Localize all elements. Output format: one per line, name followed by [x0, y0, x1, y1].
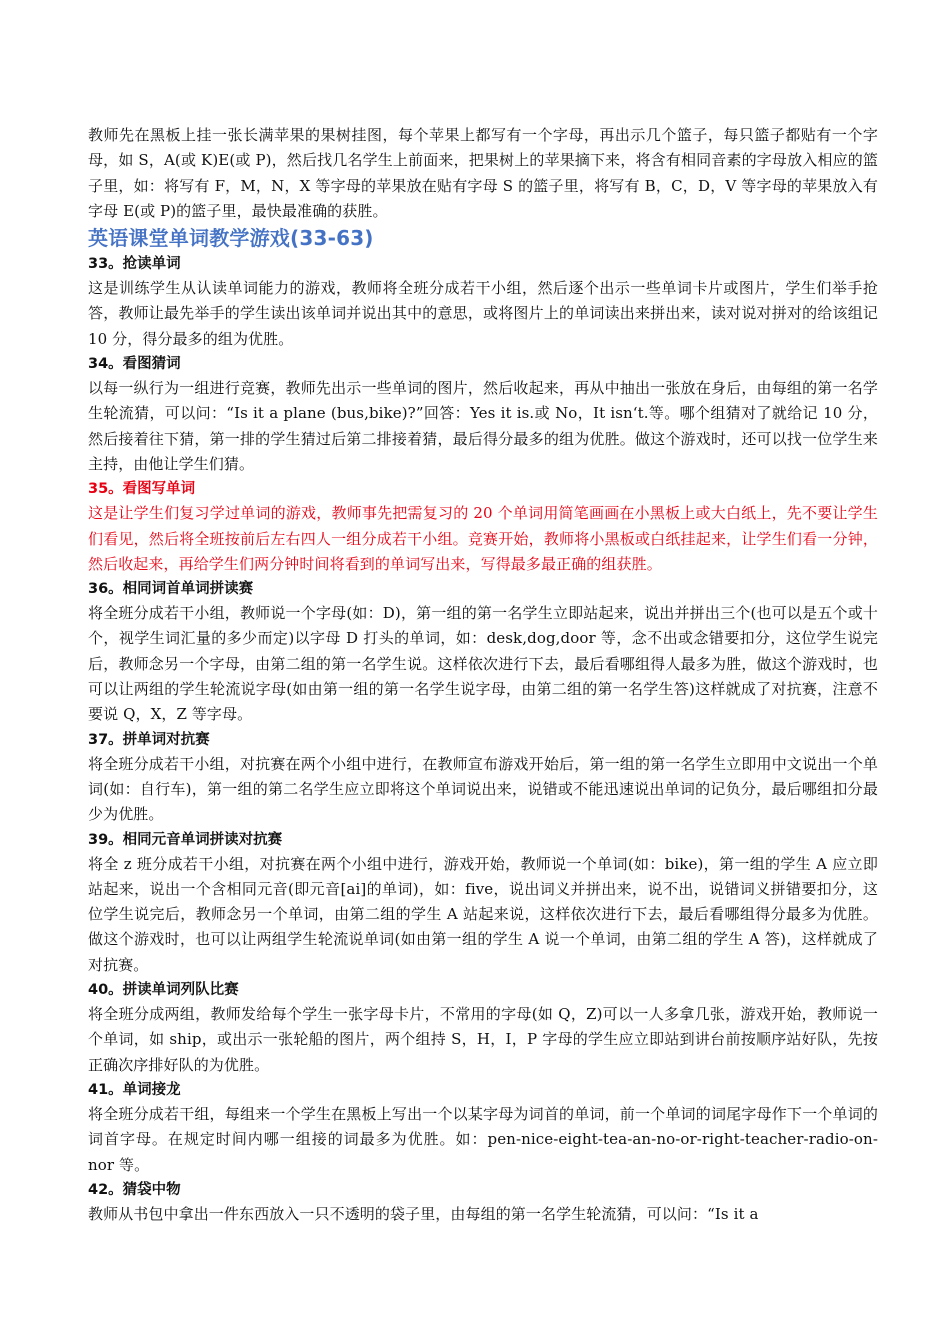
game-heading: 36。相同词首单词拼读赛 [88, 581, 254, 598]
intro-paragraph: 教师先在黑板上挂一张长满苹果的果树挂图，每个苹果上都写有一个字母，再出示几个篮子，每只篮子都贴有一个字母，如 S，A(或 K)E(或 P)，然后找几名学生上前面来，把果树上的苹果摘下来，将含有相同音素的字母放入相应的篮子里，如：将写有 F，M，N，X 等字母的苹果放在贴有字母 S 的篮子里，将写有 B，C，D，V 等字母的苹果放入有字母 E(或 P)的篮子里，最快最准确的获胜。 [88, 126, 878, 220]
game-36 [88, 577, 878, 727]
game-heading: 34。看图猜词 [88, 356, 181, 373]
game-description: 将全 z 班分成若干小组，对抗赛在两个小组中进行，游戏开始，教师说一个单词(如：bike)，第一组的学生 A 应立即站起来，说出一个含相同元音(即元音[ai]的单词)，如：five，说出词义并拼出来，说不出，说错词义拼错要扣分，这位学生说完后，教师念另一个单词，由第二组的学生 A 站起来说，这样依次进行下去，最后看哪组得分最多为优胜。做这个游戏时，也可以让两组学生轮流说单词(如由第一组的学生 A 说一个单词，由第二组的学生 A 答)，这样就成了对抗赛。 [88, 854, 878, 974]
game-heading-highlighted: 35。看图写单词 [88, 481, 196, 498]
game-33 [88, 252, 878, 352]
game-description: 将全班分成两组，教师发给每个学生一张字母卡片，不常用的字母(如 Q，Z)可以一人多拿几张，游戏开始，教师说一个单词，如 ship，或出示一张轮船的图片，两个组持 S，H，I，P 字母的学生应立即站到讲台前按顺序站好队，先按正确次序排好队的为优胜。 [88, 1005, 878, 1074]
game-42 [88, 1178, 878, 1227]
game-heading: 33。抢读单词 [88, 256, 181, 273]
game-34 [88, 352, 878, 477]
game-heading: 40。拼读单词列队比赛 [88, 982, 239, 999]
game-35 [88, 477, 878, 577]
game-heading: 39。相同元音单词拼读对抗赛 [88, 831, 283, 848]
game-description: 将全班分成若干小组，教师说一个字母(如：D)，第一组的第一名学生立即站起来，说出并拼出三个(也可以是五个或十个，视学生词汇量的多少而定)以字母 D 打头的单词，如：desk,dog,door 等，念不出或念错要扣分，这位学生说完后，教师念另一个字母，由第二组的第一名学生说。这样依次进行下去，最后看哪组得人最多为胜，做这个游戏时，也可以让两组的学生轮流说字母(如由第一组的第一名学生说字母，由第二组的第一名学生答)这样就成了对抗赛，注意不要说 Q，X，Z 等字母。 [88, 604, 878, 724]
document-page [88, 123, 878, 1227]
game-description: 这是训练学生从认读单词能力的游戏，教师将全班分成若干小组，然后逐个出示一些单词卡片或图片，学生们举手抢答，教师让最先举手的学生读出该单词并说出其中的意思，或将图片上的单词读出来拼出来，读对说对拼对的给该组记 10 分，得分最多的组为优胜。 [88, 279, 878, 348]
game-description: 以每一纵行为一组进行竞赛，教师先出示一些单词的图片，然后收起来，再从中抽出一张放在身后，由每组的第一名学生轮流猜，可以问：“Is it a plane (bus,bike)?”回答：Yes it is.或 No，It isn‘t.等。哪个组猜对了就给记 10 分，然后接着往下猜，第一排的学生猜过后第二排接着猜，最后得分最多的组为优胜。做这个游戏时，还可以找一位学生来主持，由他让学生们猜。 [88, 379, 878, 473]
game-40 [88, 978, 878, 1078]
game-heading: 37。拼单词对抗赛 [88, 731, 210, 748]
game-description: 教师从书包中拿出一件东西放入一只不透明的袋子里，由每组的第一名学生轮流猜，可以问：“Is it a [88, 1204, 759, 1223]
game-description: 将全班分成若干小组，对抗赛在两个小组中进行，在教师宣布游戏开始后，第一组的第一名学生立即用中文说出一个单词(如：自行车)，第一组的第二名学生应立即将这个单词说出来，说错或不能迅速说出单词的记负分，最后哪组扣分最少为优胜。 [88, 754, 878, 824]
game-39 [88, 828, 878, 978]
game-41 [88, 1078, 878, 1178]
game-description: 将全班分成若干组，每组来一个学生在黑板上写出一个以某字母为词首的单词，前一个单词的词尾字母作下一个单词的词首字母。在规定时间内哪一组接的词最多为优胜。如：pen-nice-eight-tea-an-no-or-right-teacher-radio-on-nor 等。 [88, 1104, 878, 1174]
game-heading: 41。单词接龙 [88, 1081, 181, 1098]
game-description-highlighted: 这是让学生们复习学过单词的游戏，教师事先把需复习的 20 个单词用简笔画画在小黑板上或大白纸上，先不要让学生们看见，然后将全班按前后左右四人一组分成若干小组。竞赛开始，教师将小黑板或白纸挂起来，让学生们看一分钟，然后收起来，再给学生们两分钟时间将看到的单词写出来，写得最多最正确的组获胜。 [88, 504, 878, 573]
section-title: 英语课堂单词教学游戏(33-63) [88, 226, 374, 251]
game-heading: 42。猜袋中物 [88, 1181, 181, 1198]
game-37 [88, 728, 878, 828]
